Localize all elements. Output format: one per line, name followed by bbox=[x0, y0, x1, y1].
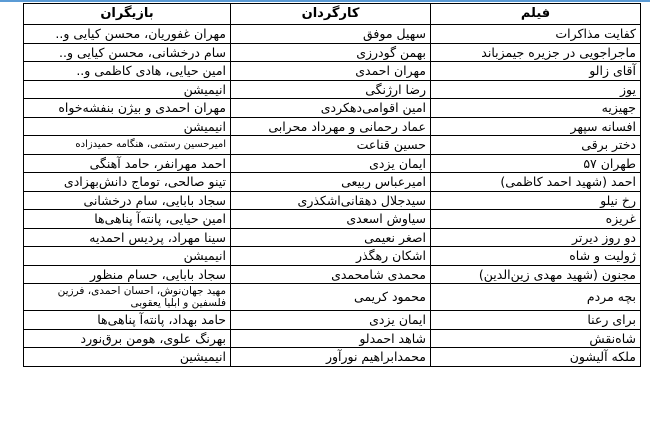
cell-director: عماد رحمانی و مهرداد محرابی bbox=[231, 117, 431, 136]
cell-director: سیاوش اسعدی bbox=[231, 210, 431, 229]
cell-cast: انیمیشن bbox=[24, 247, 231, 266]
cell-cast: انیمیشین bbox=[24, 348, 231, 367]
cell-cast: احمد مهرانفر، حامد آهنگی bbox=[24, 154, 231, 173]
table-row bbox=[24, 99, 641, 118]
table-row bbox=[24, 210, 641, 229]
table-row bbox=[24, 311, 641, 330]
cell-director: محمدابراهیم نورآور bbox=[231, 348, 431, 367]
cell-film: مجنون (شهید مهدی زین‌الدین) bbox=[431, 265, 641, 284]
cell-cast: سام درخشانی، محسن کیایی و.. bbox=[24, 43, 231, 62]
table-row bbox=[24, 173, 641, 192]
table-row bbox=[24, 136, 641, 155]
cell-director: امیرعباس ربیعی bbox=[231, 173, 431, 192]
cell-film: بچه مردم bbox=[431, 284, 641, 311]
cell-director: حسین قناعت bbox=[231, 136, 431, 155]
table-row bbox=[24, 154, 641, 173]
cell-cast: سجاد بابایی، سام درخشانی bbox=[24, 191, 231, 210]
cell-director: اشکان رهگذر bbox=[231, 247, 431, 266]
table-row bbox=[24, 284, 641, 311]
cell-cast: تینو صالحی، توماج دانش‌بهزادی bbox=[24, 173, 231, 192]
table-row bbox=[24, 228, 641, 247]
table-row bbox=[24, 43, 641, 62]
cell-film: غریزه bbox=[431, 210, 641, 229]
cell-film: ژولیت و شاه bbox=[431, 247, 641, 266]
cell-director: اصغر نعیمی bbox=[231, 228, 431, 247]
cell-cast: مهران غفوریان، محسن کیایی و.. bbox=[24, 25, 231, 44]
cell-film: برای رعنا bbox=[431, 311, 641, 330]
table-row bbox=[24, 117, 641, 136]
table-body bbox=[24, 25, 641, 367]
cell-director: محمدی شامحمدی bbox=[231, 265, 431, 284]
cell-director: شاهد احمدلو bbox=[231, 329, 431, 348]
cell-cast: مهید جهان‌نوش، احسان احمدی، فرزین فلسفین و ابلیا یعقوبی bbox=[24, 284, 231, 311]
table-row bbox=[24, 265, 641, 284]
cell-cast: سینا مهراد، پردیس احمدیه bbox=[24, 228, 231, 247]
header-cast: بازیگران bbox=[24, 4, 231, 25]
table-row bbox=[24, 191, 641, 210]
cell-film: طهران ۵۷ bbox=[431, 154, 641, 173]
cell-cast: سجاد بابایی، حسام منظور bbox=[24, 265, 231, 284]
cell-film: جهیزیه bbox=[431, 99, 641, 118]
cell-film: دختر برقی bbox=[431, 136, 641, 155]
header-film: فیلم bbox=[431, 4, 641, 25]
cell-director: ایمان یزدی bbox=[231, 154, 431, 173]
table-row bbox=[24, 62, 641, 81]
cell-cast: انیمیشن bbox=[24, 80, 231, 99]
cell-film: ملکه آلیشون bbox=[431, 348, 641, 367]
cell-cast: حامد بهداد، پانته‌آ پناهی‌ها bbox=[24, 311, 231, 330]
cell-director: امین اقوامی‌دهکردی bbox=[231, 99, 431, 118]
header-director: کارگردان bbox=[231, 4, 431, 25]
cell-film: افسانه سپهر bbox=[431, 117, 641, 136]
cell-director: بهمن گودرزی bbox=[231, 43, 431, 62]
cell-film: احمد (شهید احمد کاظمی) bbox=[431, 173, 641, 192]
cell-director: محمود کریمی bbox=[231, 284, 431, 311]
table-row bbox=[24, 25, 641, 44]
cell-director: مهران احمدی bbox=[231, 62, 431, 81]
cell-cast: مهران احمدی و بیژن بنفشه‌خواه bbox=[24, 99, 231, 118]
cell-cast: انیمیشن bbox=[24, 117, 231, 136]
cell-director: ایمان یزدی bbox=[231, 311, 431, 330]
cell-director: سیدجلال دهقانی‌اشکذری bbox=[231, 191, 431, 210]
cell-film: کفایت مذاکرات bbox=[431, 25, 641, 44]
cell-cast: امین حیایی، هادی کاظمی و.. bbox=[24, 62, 231, 81]
top-border bbox=[0, 0, 650, 2]
cell-cast: بهرنگ علوی، هومن برق‌نورد bbox=[24, 329, 231, 348]
cell-director: سهیل موفق bbox=[231, 25, 431, 44]
films-table bbox=[23, 3, 641, 367]
header-row bbox=[24, 4, 641, 25]
table-row bbox=[24, 80, 641, 99]
cell-film: آقای زالو bbox=[431, 62, 641, 81]
cell-cast: امین حیایی، پانته‌آ پناهی‌ها bbox=[24, 210, 231, 229]
cell-director: رضا ارژنگی bbox=[231, 80, 431, 99]
cell-film: ماجراجویی در جزیره جیمزباند bbox=[431, 43, 641, 62]
cell-film: رخ نیلو bbox=[431, 191, 641, 210]
cell-cast: امیرحسین رستمی، هنگامه حمیدزاده bbox=[24, 136, 231, 155]
cell-film: دو روز دیرتر bbox=[431, 228, 641, 247]
table-row bbox=[24, 247, 641, 266]
cell-film: یوز bbox=[431, 80, 641, 99]
table-row bbox=[24, 329, 641, 348]
table-row bbox=[24, 348, 641, 367]
cell-film: شاه‌نقش bbox=[431, 329, 641, 348]
